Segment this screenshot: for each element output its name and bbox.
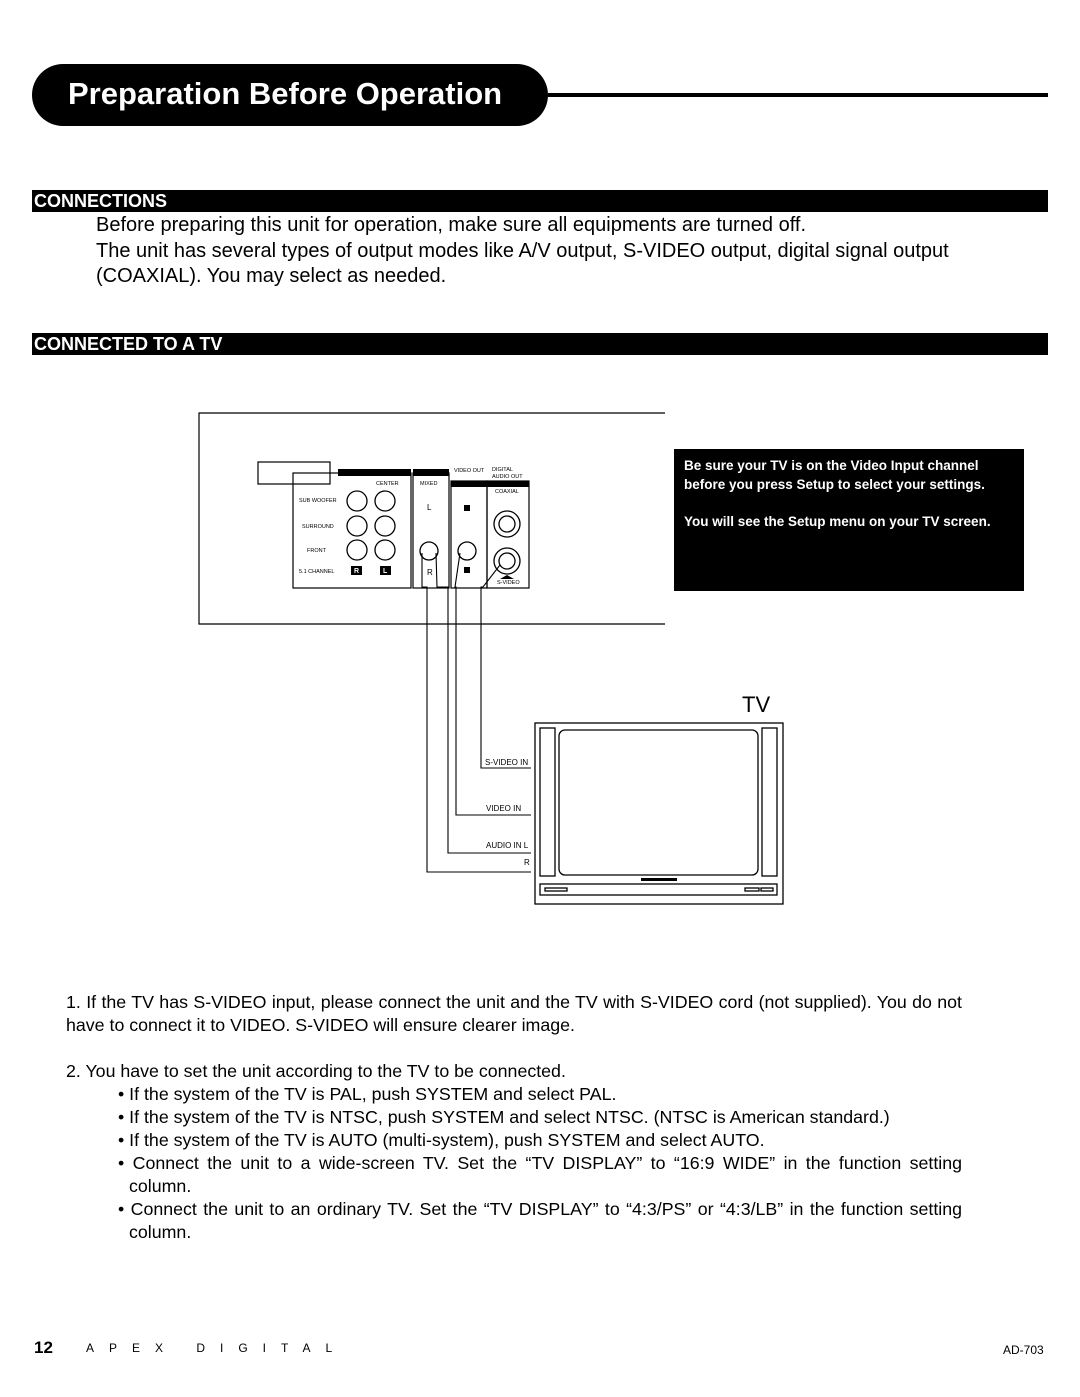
page-number: 12	[34, 1338, 53, 1357]
tv-label: TV	[742, 692, 771, 717]
tv-label-audio-r: R	[524, 858, 530, 867]
instruction-bullet: • If the system of the TV is NTSC, push SYSTEM and select NTSC. (NTSC is American standard.)	[118, 1107, 890, 1127]
footer-brand: APEX DIGITAL	[86, 1341, 348, 1355]
label-jack-r: R	[427, 568, 433, 577]
tv-label-audio-in: AUDIO IN L	[486, 841, 529, 850]
label-surround: SURROUND	[302, 524, 334, 530]
tv-label-s-video-in: S-VIDEO IN	[485, 758, 529, 767]
setup-note-box	[674, 449, 1024, 591]
section-heading-connections: CONNECTIONS	[32, 190, 1048, 212]
tv-set	[535, 723, 783, 904]
label-jack-l: L	[427, 503, 432, 512]
page-title: Preparation Before Operation	[68, 76, 503, 111]
label-51-channel: 5.1 CHANNEL	[299, 569, 335, 575]
instruction-step-2: 2. You have to set the unit according to the TV to be connected.	[66, 1061, 566, 1081]
unit-back-panel	[199, 413, 665, 624]
title-rule	[548, 93, 1048, 97]
label-digital: DIGITAL	[492, 467, 513, 473]
badge-r: R	[354, 568, 360, 575]
connections-line-1: Before preparing this unit for operation, make sure all equipments are turned off.	[96, 214, 807, 236]
label-center: CENTER	[376, 481, 399, 487]
instruction-bullet: • If the system of the TV is AUTO (multi-system), push SYSTEM and select AUTO.	[118, 1130, 765, 1150]
label-coaxial: COAXIAL	[495, 489, 519, 495]
label-sub-woofer: SUB WOOFER	[299, 498, 337, 504]
setup-note-1: Be sure your TV is on the Video Input channel before you press Setup to select your settings.	[684, 458, 985, 492]
rca-jacks-51	[347, 491, 520, 574]
badge-l: L	[383, 568, 388, 575]
label-front: FRONT	[307, 548, 326, 554]
instruction-bullet: • Connect the unit to a wide-screen TV. Set the “TV DISPLAY” to “16:9 WIDE” in the function setting column.	[118, 1153, 962, 1196]
label-video-out: VIDEO OUT	[454, 468, 485, 474]
cables	[422, 553, 531, 872]
instruction-step-1: 1. If the TV has S-VIDEO input, please connect the unit and the TV with S-VIDEO cord (not supplied). You do not have to connect it to VIDEO. S-VIDEO will ensure clearer image.	[66, 992, 962, 1035]
connections-line-2: The unit has several types of output modes like A/V output, S-VIDEO output, digital signal output (COAXIAL). You may select as needed.	[96, 240, 949, 287]
instruction-bullet: • If the system of the TV is PAL, push SYSTEM and select PAL.	[118, 1084, 617, 1104]
tv-label-video-in: VIDEO IN	[486, 804, 522, 813]
section-heading-connected-tv: CONNECTED TO A TV	[32, 333, 1048, 355]
footer-model: AD-703	[1003, 1343, 1044, 1357]
setup-note-2: You will see the Setup menu on your TV screen.	[684, 514, 991, 529]
label-mixed: MIXED	[420, 481, 438, 487]
label-audio-out: AUDIO OUT	[492, 474, 523, 480]
panel-digital	[487, 481, 529, 588]
label-s-video: S-VIDEO	[497, 580, 520, 586]
instruction-bullet: • Connect the unit to an ordinary TV. Set the “TV DISPLAY” to “4:3/PS” or “4:3/LB” in the function setting column.	[118, 1199, 962, 1242]
